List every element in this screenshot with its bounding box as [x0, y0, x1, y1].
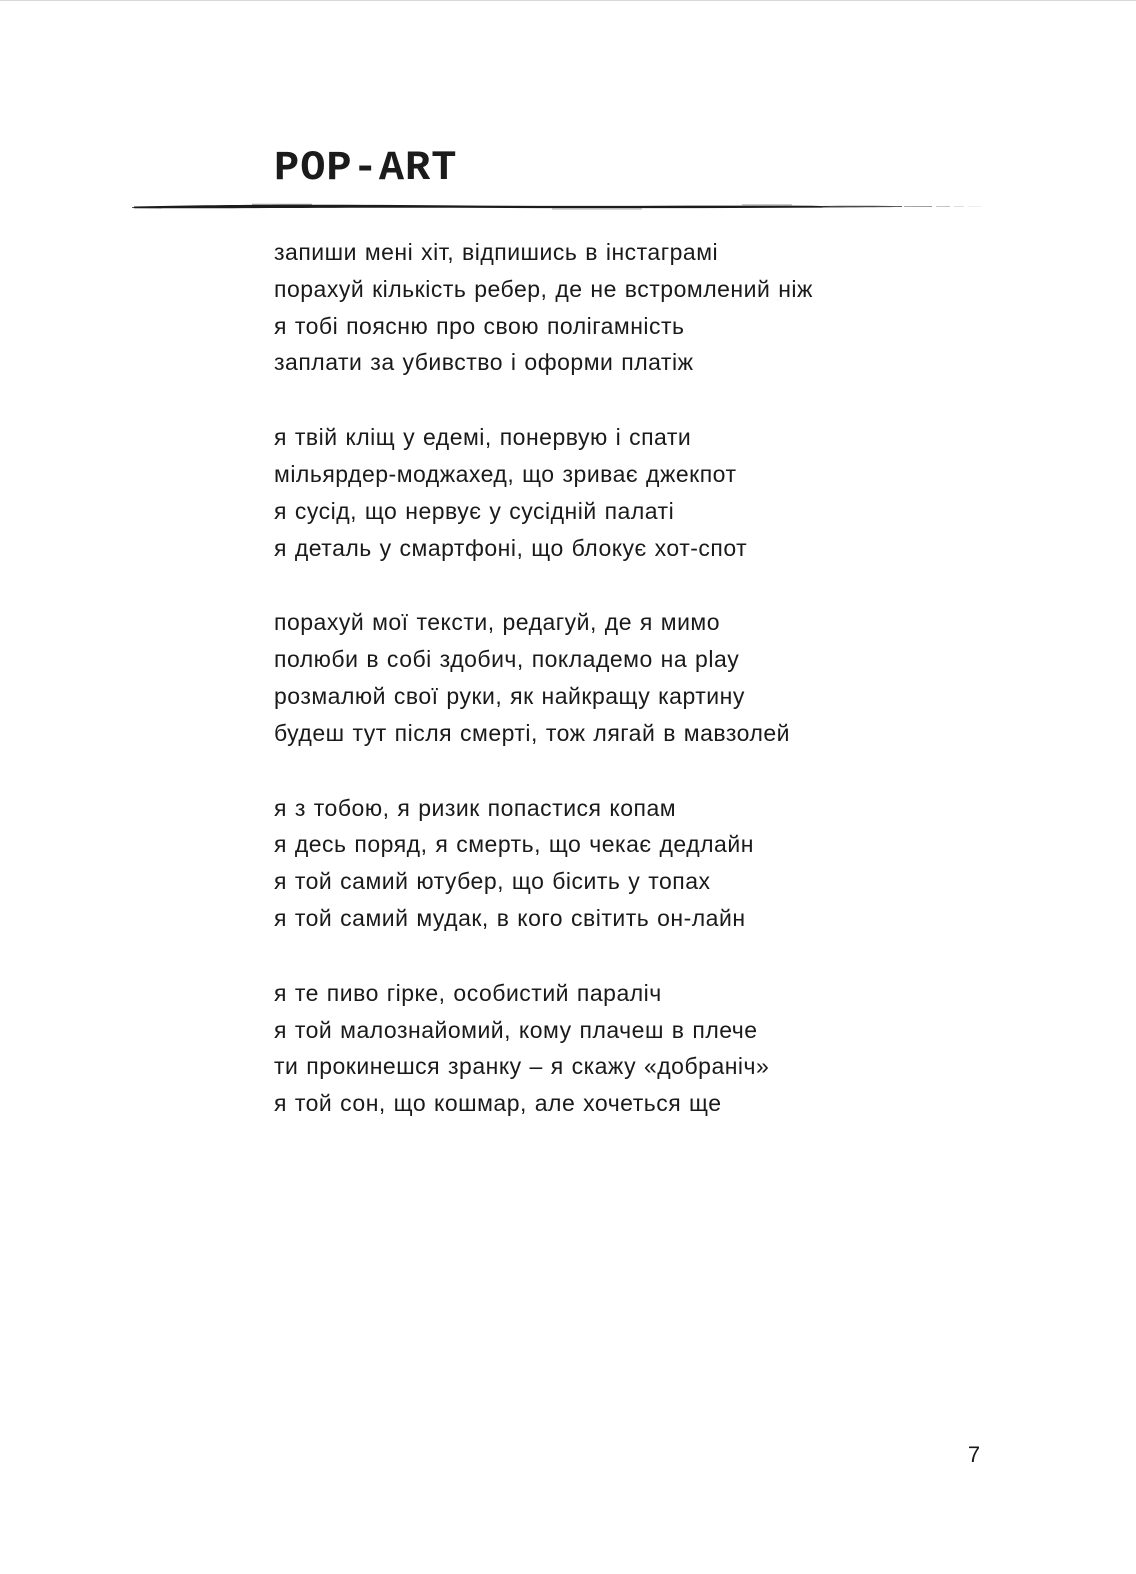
- poem-line: порахуй мої тексти, редагуй, де я мимо: [274, 609, 721, 636]
- poem-line: я те пиво гірке, особистий параліч: [274, 979, 662, 1006]
- poem-line: заплати за убивство і оформи платіж: [274, 349, 694, 376]
- poem-line: я той самий ютубер, що бісить у топах: [274, 868, 711, 895]
- poem-line: розмалюй свої руки, як найкращу картину: [274, 682, 745, 709]
- stanza: [274, 604, 1034, 751]
- poem-line: я деталь у смартфоні, що блокує хот-спот: [274, 534, 748, 561]
- page-top-edge: [0, 0, 1136, 1]
- stanza: [274, 975, 1034, 1122]
- stanza: [274, 419, 1034, 566]
- page-number: 7: [967, 1442, 981, 1467]
- poem-line: порахуй кількість ребер, де не встромлений ніж: [274, 275, 813, 302]
- poem-line: запиши мені хіт, відпишись в інстаграмі: [274, 239, 719, 265]
- poem-line: я з тобою, я ризик попастися копам: [274, 794, 677, 821]
- poem-line: я сусід, що нервує у сусідній палаті: [274, 497, 675, 524]
- poem-line: я той самий мудак, в кого світить он-лайн: [274, 904, 746, 931]
- poem-body: [274, 234, 1034, 1160]
- poem-title: POP-ART: [274, 144, 458, 192]
- poem-line: будеш тут після смерті, тож лягай в мавзолей: [274, 719, 790, 746]
- poem-line: я твій кліщ у едемі, понервую і спати: [274, 424, 692, 451]
- poem-line: я той сон, що кошмар, але хочеться ще: [274, 1090, 722, 1117]
- poem-line: полюби в собі здобич, покладемо на play: [274, 646, 740, 673]
- poem-line: я той малознайомий, кому плачеш в плече: [274, 1016, 758, 1043]
- poem-line: мільярдер-моджахед, що зриває джекпот: [274, 460, 737, 487]
- poem-line: я тобі поясню про свою полігамність: [274, 312, 685, 339]
- brush-stroke-divider: [132, 198, 984, 214]
- stanza: [274, 790, 1034, 937]
- poem-line: ти прокинешся зранку – я скажу «добраніч»: [274, 1053, 770, 1080]
- stanza: [274, 234, 1034, 381]
- poem-line: я десь поряд, я смерть, що чекає дедлайн: [274, 831, 754, 858]
